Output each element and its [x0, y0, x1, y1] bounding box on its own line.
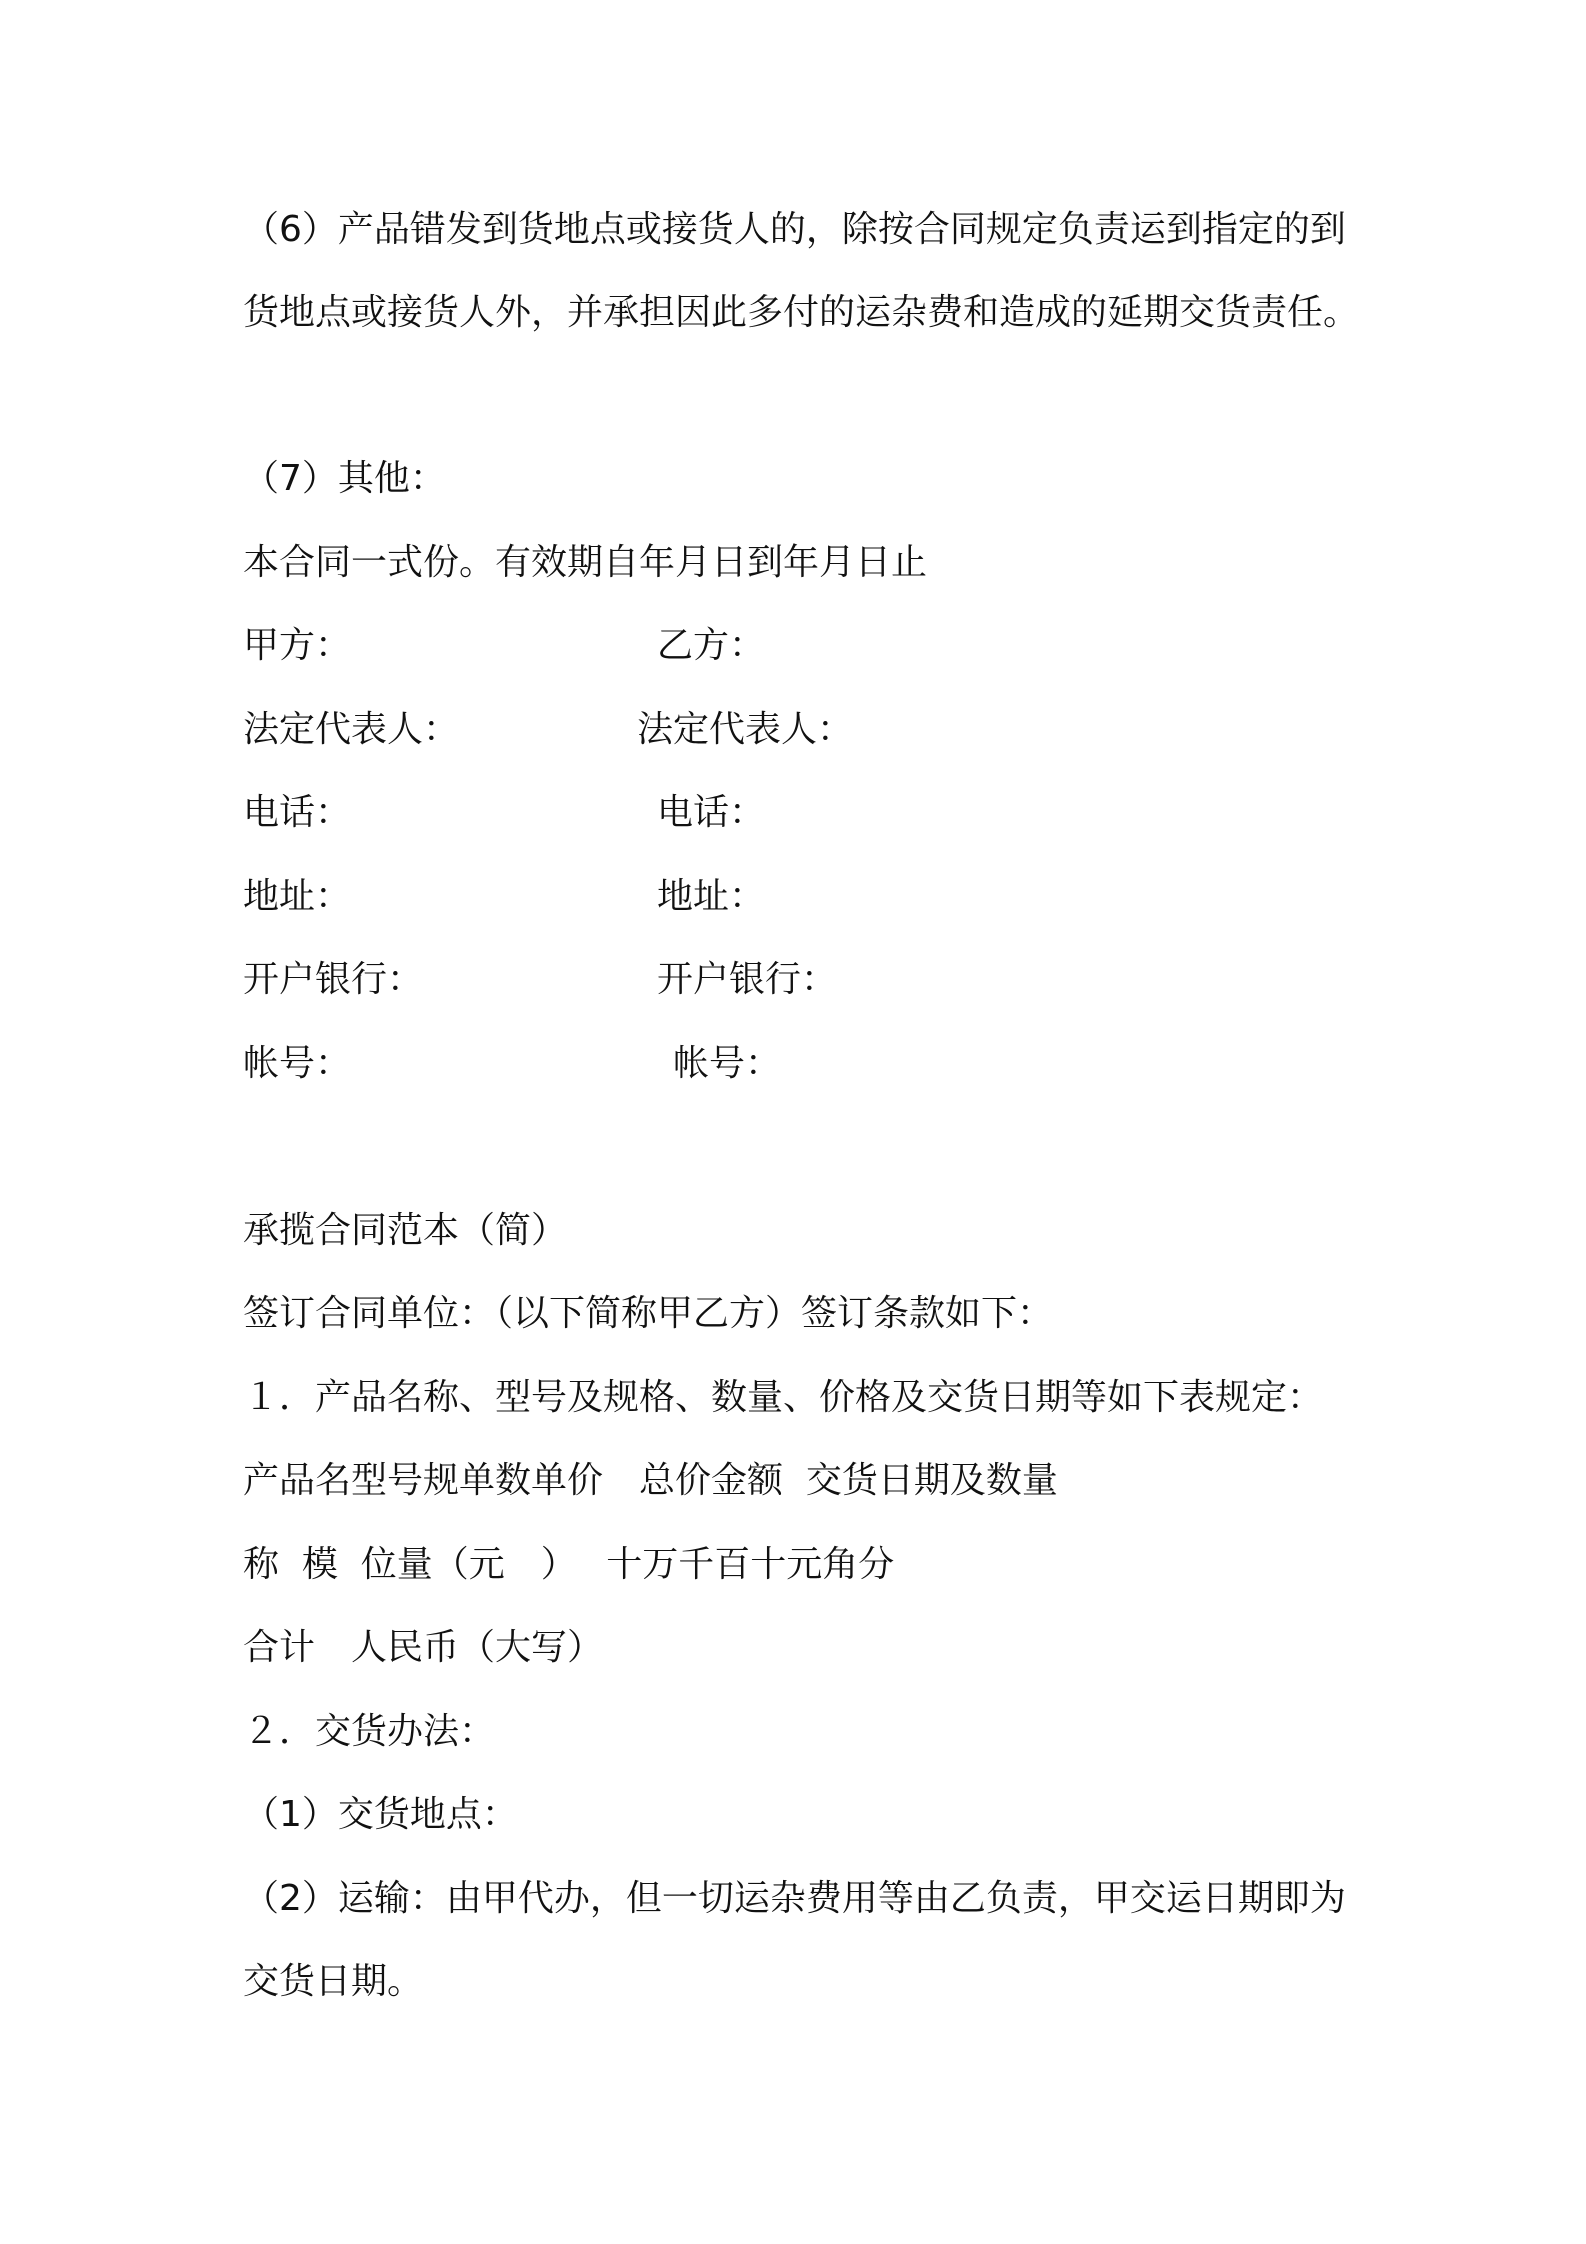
clause-item-7: （7）其他：: [243, 458, 446, 499]
account-b-label: 帐号：: [673, 1043, 782, 1084]
table-header-row-2: 称 模 位量（元 ） 十万千百十元角分: [243, 1544, 895, 1585]
table-total-row: 合计 人民币（大写）: [243, 1627, 604, 1668]
bank-b-label: 开户银行：: [657, 959, 838, 1000]
address-a-label: 地址：: [243, 876, 352, 917]
clause-2-1: （1）交货地点：: [243, 1794, 518, 1835]
bank-a-label: 开户银行：: [243, 959, 424, 1000]
party-a-label: 甲方：: [243, 625, 352, 666]
table-header-row-1: 产品名型号规单数单价 总价金额 交货日期及数量: [243, 1460, 1058, 1501]
clause-item-6: （6）产品错发到货地点或接货人的，除按合同规定负责运到指定的到货地点或接货人外，并承担因此多付的运杂费和造成的延期交货责任。: [243, 209, 1360, 333]
legal-rep-b-label: 法定代表人：: [637, 709, 854, 750]
address-b-label: 地址：: [657, 876, 766, 917]
clause-2: ２．交货办法：: [243, 1711, 496, 1752]
legal-rep-a-label: 法定代表人：: [243, 709, 460, 750]
party-b-label: 乙方：: [657, 625, 766, 666]
phone-a-label: 电话：: [243, 792, 352, 833]
clause-1: １．产品名称、型号及规格、数量、价格及交货日期等如下表规定：: [243, 1377, 1324, 1418]
clause-2-2: （2）运输：由甲代办，但一切运杂费用等由乙负责，甲交运日期即为交货日期。: [243, 1878, 1346, 2002]
contract-intro: 签订合同单位：（以下简称甲乙方）签订条款如下：: [243, 1293, 1054, 1334]
phone-b-label: 电话：: [657, 792, 766, 833]
account-a-label: 帐号：: [243, 1043, 352, 1084]
contract-title: 承揽合同范本（简）: [243, 1210, 568, 1251]
validity-text: 本合同一式份。有效期自年月日到年月日止: [243, 542, 928, 583]
